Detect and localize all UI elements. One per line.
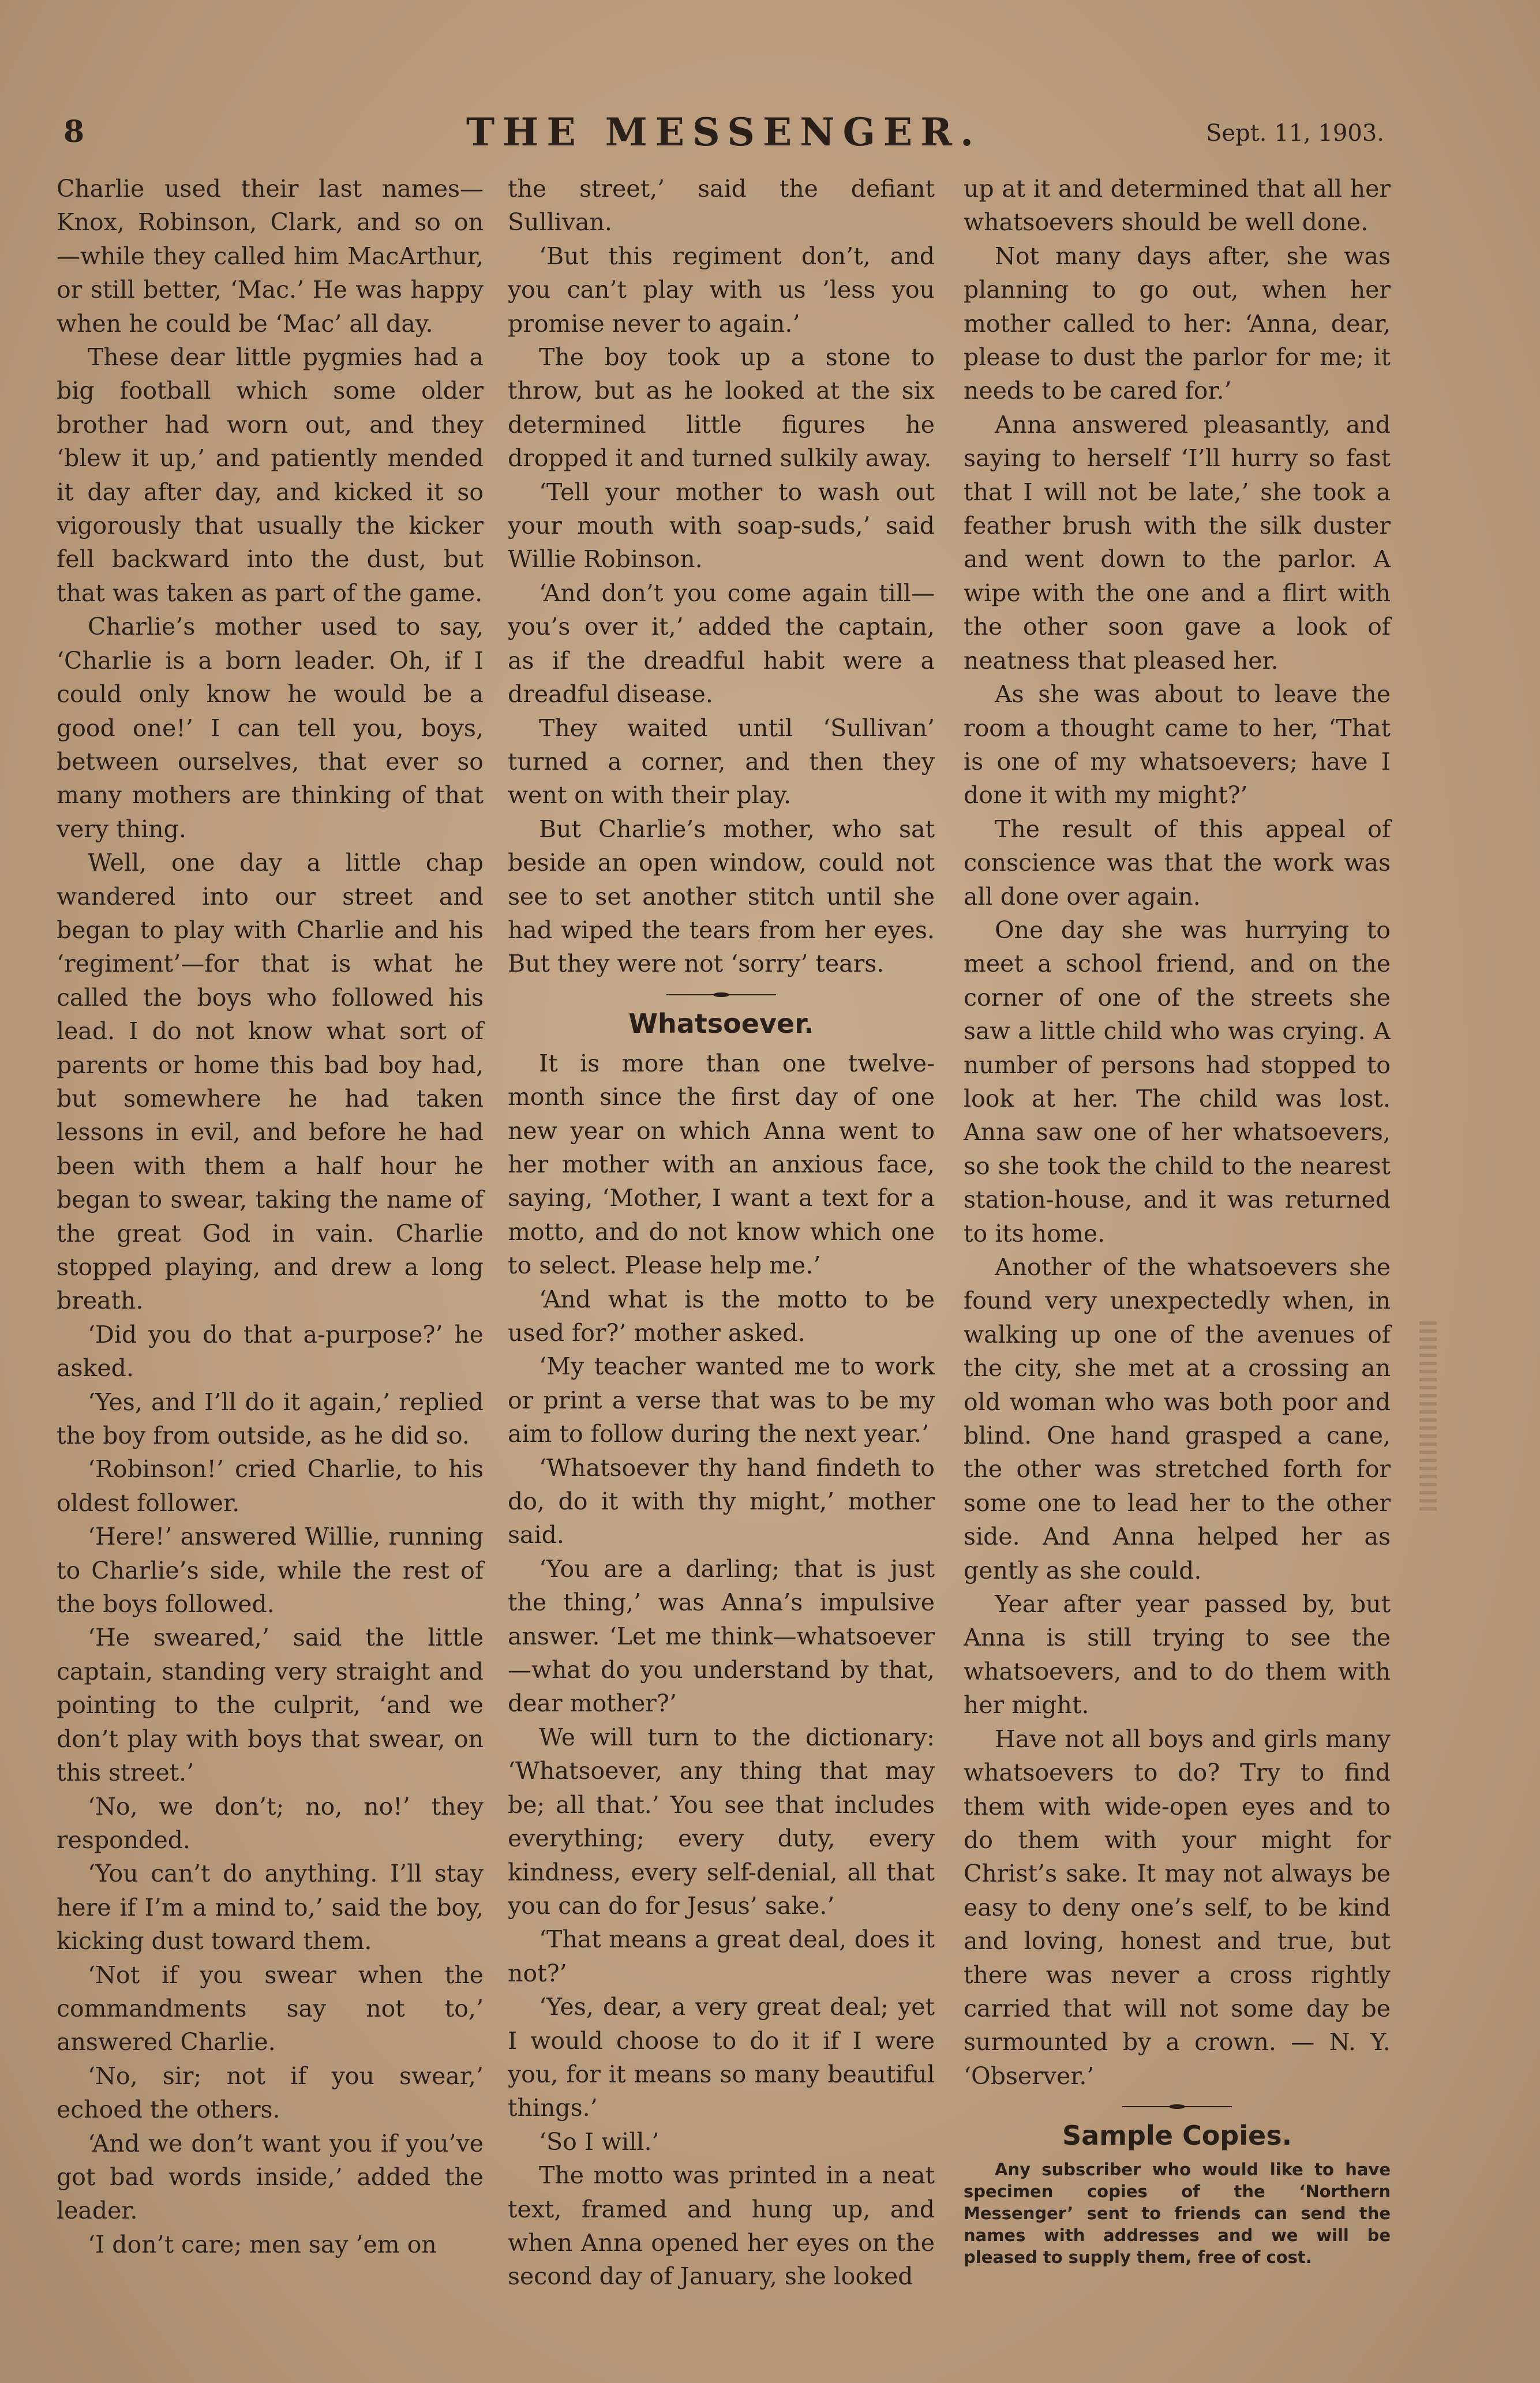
section-divider (666, 991, 776, 998)
masthead-title: THE MESSENGER. (466, 110, 982, 155)
paragraph: ‘I don’t care; men say ’em on (88, 2230, 437, 2258)
paragraph: The motto was printed in a neat text, framed and hung up, and when Anna opened her eyes on the second day of January, she looked (508, 2161, 935, 2291)
paragraph: Anna answered pleasantly, and saying to herself ‘I’ll hurry so fast that I will not be late,’ she took a feather brush with the silk duster and went down to the parlor. A wipe with the one and a flirt with the other soon gave a look of neatness that pleased her. (964, 410, 1391, 675)
paragraph: ‘You are a darling; that is just the thing,’ was Anna’s impulsive answer. ‘Let me think—whatsoever—what do you understand by that, dear mother?’ (508, 1554, 935, 1718)
paragraph: The boy took up a stone to throw, but as he looked at the six determined little figures he dropped it and turned sulkily away. (508, 343, 935, 473)
paragraph: Not many days after, she was planning to go out, when her mother called to her: ‘Anna, dear, please to dust the parlor for me; it needs to be cared for.’ (964, 242, 1391, 405)
paragraph: up at it and determined that all her whatsoevers should be well done. (964, 175, 1391, 237)
page-number: 8 (63, 114, 85, 149)
paragraph: As she was about to leave the room a thought came to her, ‘That is one of my whatsoevers; have I done it with my might?’ (964, 680, 1391, 810)
paragraph: ‘No, we don’t; no, no!’ they responded. (57, 1792, 484, 1854)
paragraph: Have not all boys and girls many whatsoevers to do? Try to find them with wide-open eyes and to do them with your might for Christ’s sake. It may not always be easy to deny one’s self, to be kind and loving, honest and true, but there was never a cross rightly carried that will not some day be surmounted by a crown. — N. Y. ‘Observer.’ (964, 1725, 1391, 2090)
paragraph: Charlie’s mother used to say, ‘Charlie is a born leader. Oh, if I could only know he would be a good one!’ I can tell you, boys, between ourselves, that ever so many mothers are thinking of that very thing. (57, 613, 484, 843)
paragraph: ‘And what is the motto to be used for?’ mother asked. (508, 1285, 935, 1347)
column-2 (508, 172, 935, 2294)
paragraph: But Charlie’s mother, who sat beside an open window, could not see to set another stitch until she had wiped the tears from her eyes. But they were not ‘sorry’ tears. (508, 815, 935, 978)
paragraph: ‘He sweared,’ said the little captain, standing very straight and pointing to the culprit, ‘and we don’t play with boys that swear, on this street.’ (57, 1624, 484, 1787)
section-divider (1122, 2103, 1232, 2110)
article-heading-whatsoever: Whatsoever. (628, 1007, 814, 1039)
paragraph: ‘Robinson!’ cried Charlie, to his oldest follower. (57, 1455, 484, 1517)
paragraph: ‘Whatsoever thy hand findeth to do, do it with thy might,’ mother said. (508, 1453, 935, 1549)
paragraph: ‘Tell your mother to wash out your mouth with soap-suds,’ said Willie Robinson. (508, 478, 935, 574)
paragraph: ‘You can’t do anything. I’ll stay here if I’m a mind to,’ said the boy, kicking dust toward them. (57, 1860, 484, 1955)
paragraph: ‘My teacher wanted me to work or print a verse that was to be my aim to follow during the next year.’ (508, 1352, 935, 1448)
notice-text: Any subscriber who would like to have specimen copies of the ‘Northern Messenger’ sent to friends can send the names with addresses and we will be pleased to supply them, free of cost. (964, 2160, 1391, 2268)
paragraph: ‘Yes, dear, a very great deal; yet I would choose to do it if I were you, for it means so many beautiful things.’ (508, 1993, 935, 2122)
paragraph: One day she was hurrying to meet a school friend, and on the corner of one of the streets she saw a little child who was crying. A number of persons had stopped to look at her. The child was lost. Anna saw one of her whatsoevers, so she took the child to the nearest station-house, and it was returned to its home. (964, 916, 1391, 1247)
paragraph: We will turn to the dictionary: ‘Whatsoever, any thing that may be; all that.’ You see that includes everything; every duty, every kindness, every self-denial, all that you can do for Jesus’ sake.’ (508, 1723, 935, 1920)
paragraph: The result of this appeal of conscience was that the work was all done over again. (964, 815, 1391, 911)
paragraph: ‘That means a great deal, does it not?’ (508, 1925, 935, 1987)
column-1 (57, 172, 484, 2261)
page-header (63, 110, 1384, 162)
paragraph: Well, one day a little chap wandered into our street and began to play with Charlie and his ‘regiment’—for that is what he called the boys who followed his lead. I do not know what sort of parents or home this bad boy had, but somewhere he had taken lessons in evil, and before he had been with them a half hour he began to swear, taking the name of the great God in vain. Charlie stopped playing, and drew a long breath. (57, 849, 484, 1315)
paragraph: ‘But this regiment don’t, and you can’t play with us ’less you promise never to again.’ (508, 242, 935, 338)
paragraph: Another of the whatsoevers she found very unexpectedly when, in walking up one of the avenues of the city, she met at a crossing an old woman who was both poor and blind. One hand grasped a cane, the other was stretched forth for some one to lead her to the other side. And Anna helped her as gently as she could. (964, 1253, 1391, 1584)
paragraph: It is more than one twelve-month since the first day of one new year on which Anna went to her mother with an anxious face, saying, ‘Mother, I want a text for a motto, and do not know which one to select. Please help me.’ (508, 1049, 935, 1280)
paragraph: Charlie used their last names—Knox, Robinson, Clark, and so on —while they called him MacArthur, or still better, ‘Mac.’ He was happy when he could be ‘Mac’ all day. (57, 175, 484, 338)
paragraph: the street,’ said the defiant Sullivan. (508, 175, 935, 237)
paragraph: ‘And don’t you come again till—you’s over it,’ added the captain, as if the dreadful habit were a dreadful disease. (508, 579, 935, 709)
column-3 (964, 172, 1391, 2268)
notice-sample-copies (964, 2159, 1391, 2268)
paragraph: ‘Yes, and I’ll do it again,’ replied the boy from outside, as he did so. (57, 1388, 484, 1450)
paragraph: ‘Not if you swear when the commandments say not to,’ answered Charlie. (57, 1961, 484, 2056)
paragraph: ‘Here!’ answered Willie, running to Charlie’s side, while the rest of the boys followed. (57, 1523, 484, 1618)
paragraph: ‘So I will.’ (539, 2127, 660, 2156)
paper-damage-mark (1419, 1321, 1437, 1512)
issue-date: Sept. 11, 1903. (1205, 120, 1384, 147)
paragraph: ‘And we don’t want you if you’ve got bad words inside,’ added the leader. (57, 2129, 484, 2225)
paragraph: They waited until ‘Sullivan’ turned a corner, and then they went on with their play. (508, 714, 935, 810)
paragraph: These dear little pygmies had a big football which some older brother had worn out, and they ‘blew it up,’ and patiently mended it day after day, and kicked it so vigorously that usually the kicker fell backward into the dust, but that was taken as part of the game. (57, 343, 484, 607)
paragraph: ‘No, sir; not if you swear,’ echoed the others. (57, 2062, 484, 2124)
notice-heading-sample-copies: Sample Copies. (1062, 2120, 1292, 2152)
paragraph: Year after year passed by, but Anna is still trying to see the whatsoevers, and to do them with her might. (964, 1590, 1391, 1719)
paragraph: ‘Did you do that a-purpose?’ he asked. (57, 1320, 484, 1382)
